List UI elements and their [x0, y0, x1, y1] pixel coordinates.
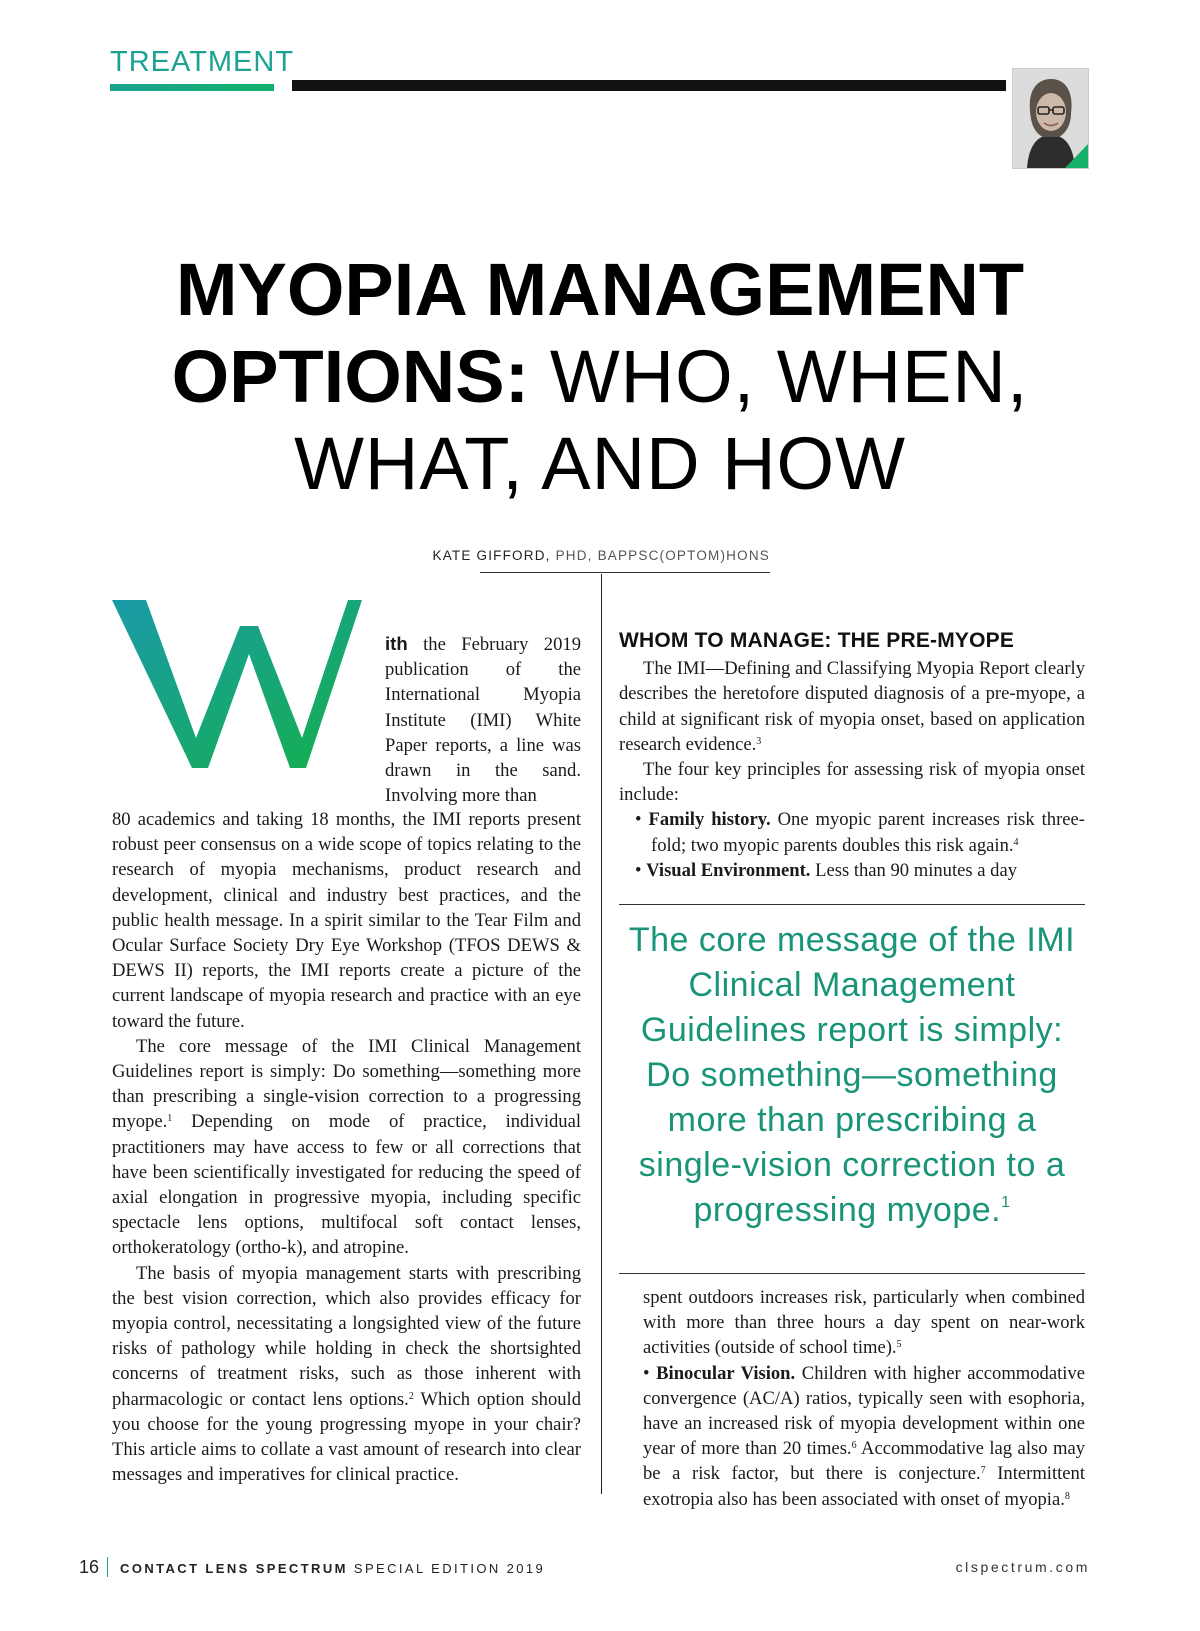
title-line-3: WHAT, AND HOW [294, 422, 906, 505]
section-label: TREATMENT [110, 46, 295, 78]
title-line-2: OPTIONS: WHO, WHEN, [171, 335, 1029, 418]
right-paragraph-1: The IMI—Defining and Classifying Myopia Report clearly describes the heretofore disputed diagnosis of a pre-myope, a child at significant risk of myopia onset, based on application research evidence.$^3$ [619, 658, 1085, 755]
footer-left [79, 1557, 545, 1578]
bullet-family-history: • Family history. One myopic parent increases risk three-fold; two myopic parents doubles this risk again.$^4$ [635, 809, 1085, 856]
left-column-body [112, 807, 581, 1487]
bullet-visual-environment-continued: spent outdoors increases risk, particularly when combined with more than three hours a day spent on near-work activities (outside of school time).$^5$ [643, 1287, 1085, 1359]
intro-bold: ith [385, 633, 408, 654]
pullquote: The core message of the IMI Clinical Management Guidelines report is simply: Do something—something more than prescribing a single-vision correction to a progressing myope.$^1$ [628, 921, 1076, 1229]
publication-name: CONTACT LENS SPECTRUM [120, 1561, 348, 1576]
subhead: WHOM TO MANAGE: THE PRE-MYOPE [619, 629, 1015, 652]
edition-label: SPECIAL EDITION 2019 [353, 1561, 546, 1576]
intro-paragraph [385, 631, 581, 808]
right-column-bottom [643, 1285, 1085, 1512]
pullquote-rule-bottom [619, 1273, 1085, 1274]
author-photo [1012, 68, 1089, 169]
intro-text: the February 2019 publication of the International Myopia Institute (IMI) White Paper reports, a line was drawn in the sand. Involving more than [385, 634, 581, 807]
byline-rule [480, 572, 770, 573]
bullet-binocular-vision: • Binocular Vision. Children with higher accommodative convergence (AC/A) ratios, typically seen with esophoria, have an increased risk of myopia development within one year of more than 20 times.$^6$ Accommodative lag also may be a risk factor, but there is conjecture.$^7$ Intermittent exotropia also has been associated with onset of myopia.$^8$ [643, 1362, 1085, 1510]
pullquote-rule-top [619, 904, 1085, 905]
byline [300, 548, 770, 563]
paragraph-2: The core message of the IMI Clinical Management Guidelines report is simply: Do something—something more than prescribing a single-vision correction to a progressing myope.$^1$ Depending on mode of practice, individual practitioners may have access to few or all corrections that have been scientifically investigated for reducing the speed of axial elongation in progressive myopia, including specific spectacle lens options, multifocal soft contact lenses, orthokeratology (ortho-k), and atropine. [112, 1035, 581, 1259]
bullet-visual-environment: • Visual Environment. Less than 90 minutes a day [635, 859, 1018, 881]
author-name: KATE GIFFORD, [432, 548, 551, 563]
right-paragraph-2: The four key principles for assessing risk of myopia onset include: [619, 759, 1085, 806]
dropcap-letter-w [112, 598, 372, 770]
author-credentials: PHD, BAPPSC(OPTOM)HONS [555, 548, 770, 563]
page-number: 16 [79, 1557, 100, 1577]
footer-separator [107, 1557, 108, 1577]
website-link[interactable]: clspectrum.com [955, 1559, 1090, 1575]
paragraph-3: The basis of myopia management starts with prescribing the best vision correction, which also provides efficacy for myopia control, necessitating a longsighted view of the future risks of pathology while holding in check the shortsighted concerns of treatment risks, such as those inherent with pharmacologic or contact lens options.$^2$ Which option should you choose for the young progressing myope in your chair? This article aims to collate a vast amount of research into clear messages and imperatives for clinical practice. [112, 1262, 581, 1486]
paragraph-1-continued: 80 academics and taking 18 months, the IMI reports present robust peer consensus on a wide scope of topics relating to the research of myopia mechanisms, product research and development, clinical and industry best practices, and the public health message. In a spirit similar to the Tear Film and Ocular Surface Society Dry Eye Workshop (TFOS DEWS & DEWS II) reports, the IMI reports create a picture of the current landscape of myopia research and practice with an eye toward the future. [112, 809, 581, 1032]
column-rule [601, 574, 602, 1494]
section-label-underline [110, 84, 274, 91]
title-line-1: MYOPIA MANAGEMENT [175, 248, 1025, 331]
right-column-top [619, 628, 1085, 883]
author-portrait-icon [1013, 69, 1088, 168]
header-rule [292, 80, 1006, 91]
